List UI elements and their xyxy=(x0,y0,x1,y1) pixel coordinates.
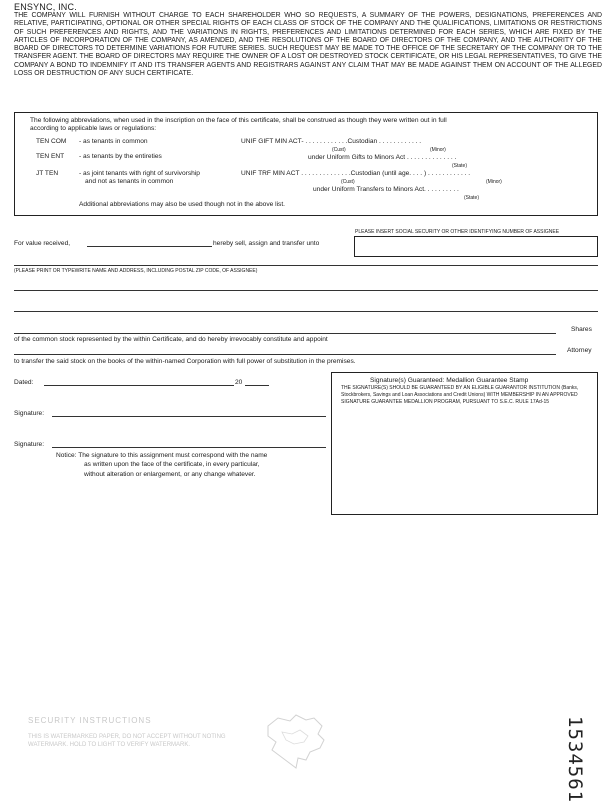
trf-minor-caption: (Minor) xyxy=(486,179,502,185)
notice-line-1: Notice: The signature to this assignment must correspond with the name xyxy=(56,452,268,459)
serial-number: 1534561 xyxy=(564,716,586,803)
trf-act-line: under Uniform Transfers to Minors Act. . . . . . . . . . xyxy=(313,186,459,193)
security-heading: SECURITY INSTRUCTIONS xyxy=(28,716,152,725)
trf-cust-caption: (Cust) xyxy=(341,179,355,185)
year-line[interactable] xyxy=(245,385,269,386)
assignee-address-line-1[interactable] xyxy=(14,290,598,291)
shares-label: Shares xyxy=(571,326,592,333)
signature-label-2: Signature: xyxy=(14,441,45,448)
common-stock-text: of the common stock represented by the within Certificate, and do hereby irrevocably constitute and appoint xyxy=(14,336,328,343)
map-watermark-icon xyxy=(262,712,332,774)
stamp-title: Signature(s) Guaranteed: Medallion Guarantee Stamp xyxy=(370,377,529,384)
signature-line-2[interactable] xyxy=(52,447,326,448)
notice-line-2: as written upon the face of the certificate, in every particular, xyxy=(84,461,260,468)
ten-ent-label: TEN ENT xyxy=(36,153,65,160)
jt-ten-label: JT TEN xyxy=(36,170,59,177)
gift-state-caption: (State) xyxy=(452,163,468,169)
security-line-1: THIS IS WATERMARKED PAPER, DO NOT ACCEPT WITHOUT NOTING xyxy=(28,734,226,740)
stamp-text-3: SIGNATURE GUARANTEE MEDALLION PROGRAM, PURSUANT TO S.E.C. RULE 17Ad-15 xyxy=(341,399,550,405)
attorney-label: Attorney xyxy=(567,347,592,354)
abbreviations-intro-1: The following abbreviations, when used in the inscription on the face of this certificate, shall be construed as though they were written out in full xyxy=(30,117,447,124)
signature-line-1[interactable] xyxy=(52,416,326,417)
attorney-line[interactable] xyxy=(14,354,556,355)
for-value-received: For value received, xyxy=(14,240,71,247)
assignor-line[interactable] xyxy=(87,246,212,247)
company-name: ENSYNC, INC. xyxy=(14,2,77,12)
jt-ten-definition-1: - as joint tenants with right of survivorship xyxy=(79,170,200,177)
gift-cust-caption: (Cust) xyxy=(332,147,346,153)
gift-act-line: under Uniform Gifts to Minors Act . . . . . . . . . . . . . . xyxy=(308,154,457,161)
security-line-2: WATERMARK. HOLD TO LIGHT TO VERIFY WATERMARK. xyxy=(28,742,191,748)
unif-trf-min-act: UNIF TRF MIN ACT . . . . . . . . . . . . . .Custodian (until age. . . . ) . . . . . . . . . . . . xyxy=(241,170,471,177)
year-prefix: 20 xyxy=(235,379,243,386)
print-name-label: (PLEASE PRINT OR TYPEWRITE NAME AND ADDRESS, INCLUDING POSTAL ZIP CODE, OF ASSIGNEE) xyxy=(14,268,258,274)
ten-com-definition: - as tenants in common xyxy=(79,138,148,145)
date-line[interactable] xyxy=(44,385,234,386)
dated-label: Dated: xyxy=(14,379,34,386)
jt-ten-definition-2: and not as tenants in common xyxy=(85,178,174,185)
ssn-field[interactable] xyxy=(354,236,598,257)
assignee-address-line-2[interactable] xyxy=(14,311,598,312)
to-transfer-text: to transfer the said stock on the books of the within-named Corporation with full power of substitution in the premises. xyxy=(14,358,356,365)
abbreviations-intro-2: according to applicable laws or regulations: xyxy=(30,125,157,132)
trf-state-caption: (State) xyxy=(464,195,480,201)
stamp-text-1: THE SIGNATURE(S) SHOULD BE GUARANTEED BY AN ELIGIBLE GUARANTOR INSTITUTION (Banks, xyxy=(341,385,579,391)
gift-minor-caption: (Minor) xyxy=(430,147,446,153)
ten-com-label: TEN COM xyxy=(36,138,67,145)
shares-line[interactable] xyxy=(14,333,556,334)
unif-gift-min-act: UNIF GIFT MIN ACT- . . . . . . . . . . . .Custodian . . . . . . . . . . . . xyxy=(241,138,422,145)
stamp-text-2: Stockbrokers, Savings and Loan Associations and Credit Unions) WITH MEMBERSHIP IN AN APPROVED xyxy=(341,392,578,398)
additional-abbreviations-note: Additional abbreviations may also be used though not in the above list. xyxy=(79,201,286,208)
signature-label-1: Signature: xyxy=(14,410,45,417)
notice-line-3: without alteration or enlargement, or any change whatever. xyxy=(84,471,256,478)
assignee-name-line[interactable] xyxy=(14,265,598,266)
ten-ent-definition: - as tenants by the entireties xyxy=(79,153,162,160)
hereby-sell-text: hereby sell, assign and transfer unto xyxy=(213,240,320,247)
shareholder-statement: THE COMPANY WILL FURNISH WITHOUT CHARGE TO EACH SHAREHOLDER WHO SO REQUESTS, A SUMMARY OF THE POWERS, DESIGNATIONS, PREFERENCES AND RELATIVE, PARTICIPATING, OPTIONAL OR OTHER SPECIAL RIGHTS OF EACH CLASS OF STOCK OF THE COMPANY AND THE QUALIFICATIONS, LIMITATIONS OR RESTRICTIONS OF SUCH PREFERENCES AND RIGHTS, AND THE VARIATIONS IN RIGHTS, PREFERENCES AND LIMITATIONS DETERMINED FOR EACH SERIES, WHICH ARE FIXED BY THE ARTICLES OF INCORPORATION OF THE COMPANY, AS AMENDED, AND THE RESOLUTIONS OF THE BOARD OF DIRECTORS OF THE COMPANY, AND THE AUTHORITY OF THE BOARD OF DIRECTORS TO DETERMINE VARIATIONS FOR FUTURE SERIES. SUCH REQUEST MAY BE MADE TO THE OFFICE OF THE SECRETARY OF THE COMPANY OR TO THE TRANSFER AGENT. THE BOARD OF DIRECTORS MAY REQUIRE THE OWNER OF A LOST OR DESTROYED STOCK CERTIFICATE, OR HIS LEGAL REPRESENTATIVES, TO GIVE THE COMPANY A BOND TO INDEMNIFY IT AND ITS TRANSFER AGENTS AND REGISTRARS AGAINST ANY CLAIM THAT MAY BE MADE AGAINST THEM ON ACCOUNT OF THE ALLEGED LOSS OR DESTRUCTION OF ANY SUCH CERTIFICATE. xyxy=(14,12,602,78)
ssn-label: PLEASE INSERT SOCIAL SECURITY OR OTHER IDENTIFYING NUMBER OF ASSIGNEE xyxy=(355,229,560,235)
